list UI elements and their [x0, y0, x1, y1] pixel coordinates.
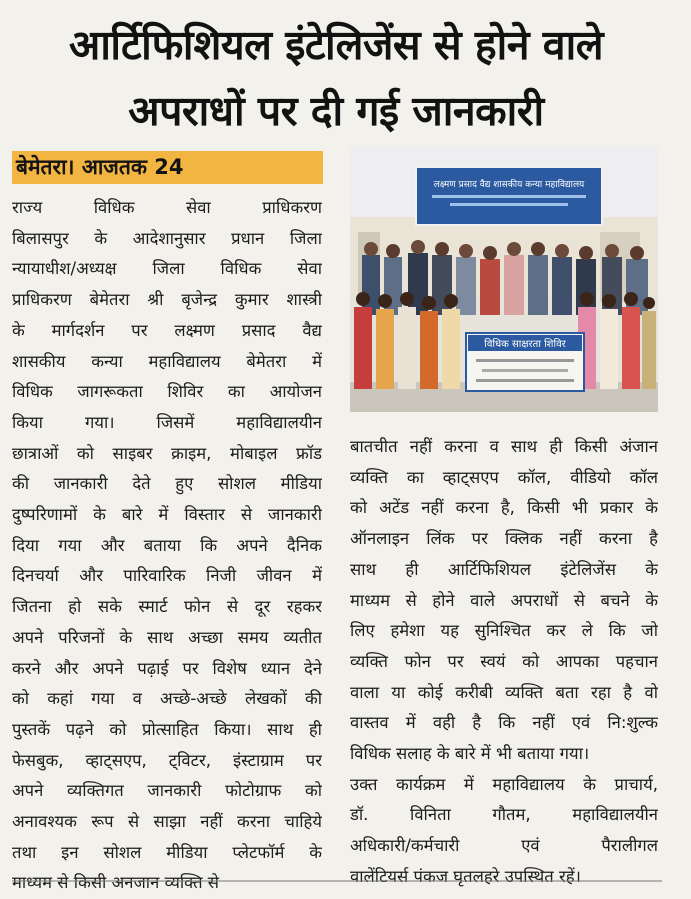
text-line: शासकीय कन्या महाविद्यालय बेमेतरा में	[12, 351, 322, 371]
text-line: के मार्गदर्शन पर लक्ष्मण प्रसाद वैद्य	[12, 320, 322, 340]
text-line: वालेंटियर्स पंकज घृतलहरे उपस्थित रहें।	[350, 866, 581, 886]
headline-line-1: आर्टिफिशियल इंटेलिजेंस से होने वाले	[68, 21, 603, 69]
text-line: बातचीत नहीं करना व साथ ही किसी अंजान	[350, 437, 658, 456]
text-line: दिया गया और बताया कि अपने दैनिक	[12, 535, 322, 555]
article-middle-column	[350, 432, 658, 893]
article-left-column	[12, 193, 322, 899]
text-line: साथ ही आर्टिफिशियल इंटेलिजेंस के	[350, 559, 658, 579]
text-line: करने और अपने पढ़ाई पर विशेष ध्यान देने	[12, 658, 322, 678]
page-bottom-edge	[12, 880, 662, 898]
text-line: को अटेंड नहीं करना है, किसी भी प्रकार के	[350, 498, 658, 518]
text-line: फेसबुक, व्हाट्सएप, ट्विटर, इंस्टाग्राम पर	[12, 750, 322, 770]
text-line: अधिकारी/कर्मचारी एवं पैरालीगल	[350, 836, 658, 856]
text-line: की जानकारी देते हुए सोशल मीडिया	[12, 474, 322, 494]
text-line: लिए हमेशा यह सुनिश्चित कर ले कि जो	[350, 621, 658, 641]
text-line: तथा इन सोशल मीडिया प्लेटफॉर्म के	[12, 842, 322, 862]
text-line: विधिक जागरूकता शिविर का आयोजन	[12, 382, 322, 402]
text-line: को कहां गया व अच्छे-अच्छे लेखकों की	[12, 689, 322, 709]
text-line: माध्यम से किसी अनजान व्यक्ति से	[12, 873, 220, 893]
text-line: प्राधिकरण बेमेतरा श्री बृजेन्द्र कुमार शास्त्री	[12, 290, 322, 310]
text-line: पुस्तकें पढ़ने को प्रोत्साहित किया। साथ ही	[12, 719, 322, 739]
text-line: वास्तव में वही है कि नहीं एवं नि:शुल्क	[350, 713, 658, 733]
text-line: डॉ. विनिता गौतम, महाविद्यालयीन	[350, 805, 658, 825]
text-line: दिनचर्या और पारिवारिक निजी जीवन में	[12, 566, 322, 586]
text-line: माध्यम से होने वाले अपराधों से बचने के	[350, 590, 658, 610]
text-line: अपने परिजनों के साथ अच्छा समय व्यतीत	[12, 627, 322, 647]
text-line: बिलासपुर के आदेशानुसार प्रधान जिला	[12, 228, 322, 248]
text-line: अनावश्यक रूप से साझा नहीं करना चाहिये	[12, 812, 322, 832]
event-photo	[350, 147, 658, 412]
text-line: दुष्परिणामों के बारे में विस्तार से जानकारी	[12, 505, 322, 525]
text-line: ऑनलाइन लिंक पर क्लिक नहीं करना है	[350, 529, 658, 549]
text-line: अपने व्यक्तिगत जानकारी फोटोग्राफ को	[12, 781, 322, 801]
text-line: राज्य विधिक सेवा प्राधिकरण	[12, 198, 322, 217]
text-line: न्यायाधीश/अध्यक्ष जिला विधिक सेवा	[12, 259, 322, 279]
byline: बेमेतरा। आजतक 24	[12, 151, 323, 184]
text-line: व्यक्ति फोन पर स्वयं को आपका पहचान	[350, 651, 658, 671]
college-banner-text: लक्ष्मण प्रसाद वैद्य शासकीय कन्या महाविद्यालय	[433, 180, 585, 190]
text-line: किया गया। जिसमें महाविद्यालयीन	[12, 412, 322, 432]
text-line: व्यक्ति का व्हाट्सएप कॉल, वीडियो कॉल	[350, 467, 658, 487]
headline-line-2: अपराधों पर दी गई जानकारी	[128, 87, 544, 135]
text-line: विधिक सलाह के बारे में भी बताया गया।	[350, 744, 590, 764]
text-line: छात्राओं को साइबर क्राइम, मोबाइल फ्रॉड	[12, 443, 322, 463]
group-photo-illustration	[350, 147, 658, 412]
text-line: वाला या कोई करीबी व्यक्ति बता रहा है वो	[350, 682, 658, 702]
text-line: जितना हो सके स्मार्ट फोन से दूर रहकर	[12, 597, 322, 617]
text-line: उक्त कार्यक्रम में महाविद्यालय के प्राचार्य,	[350, 774, 658, 794]
camp-sign-text: विधिक साक्षरता शिविर	[484, 339, 566, 350]
adjacent-column-edge	[683, 0, 691, 896]
